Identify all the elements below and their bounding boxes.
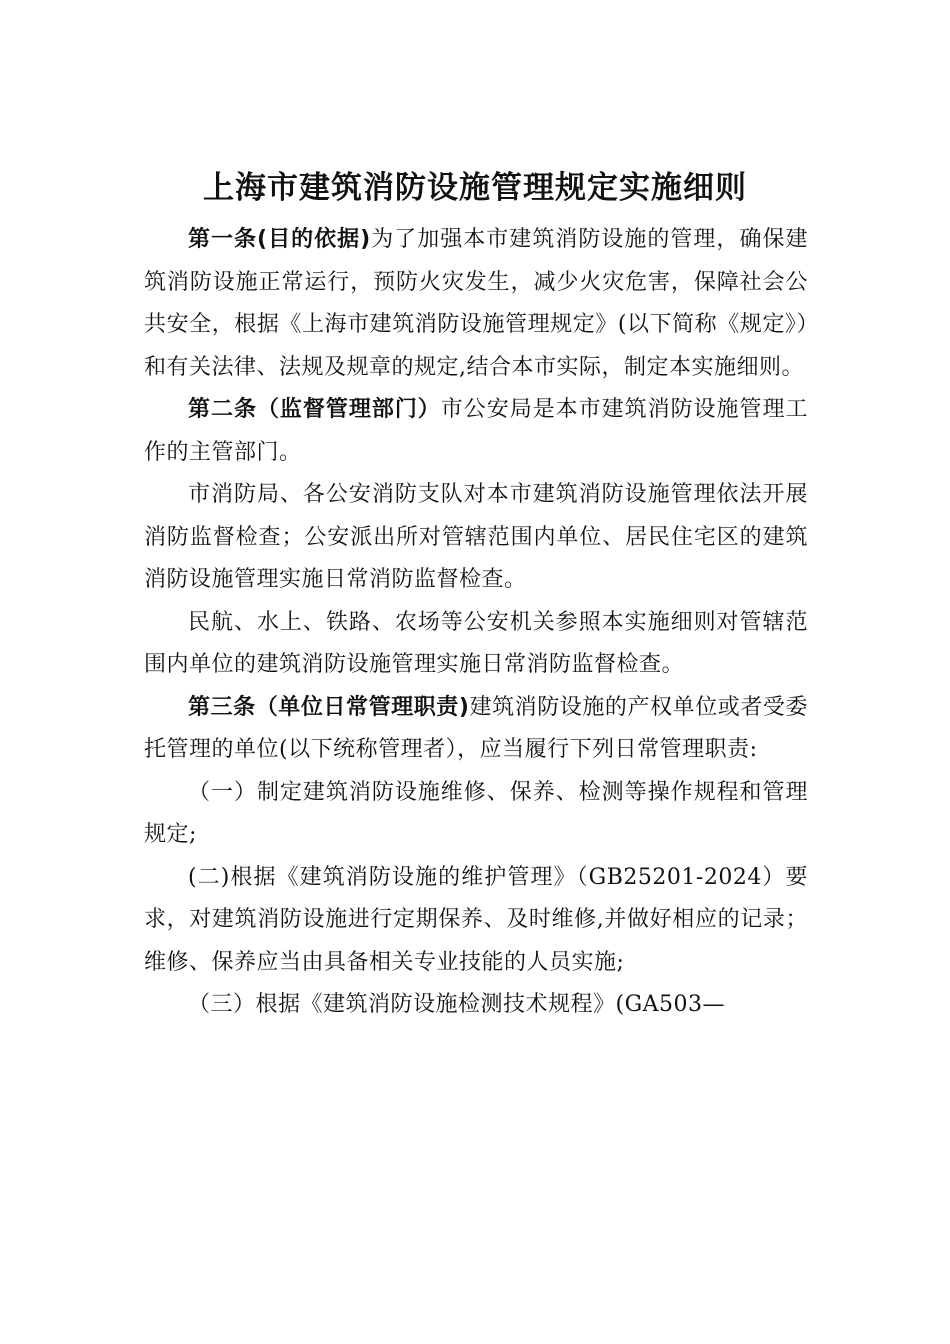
- list-item: [144, 772, 808, 857]
- paragraph-text: （三）根据《建筑消防设施检测技术规程》(GA503—: [188, 992, 726, 1017]
- paragraph-text: 建筑消防设施的产权单位或者受委托管理的单位(以下统称管理者），应当履行下列日常管理职责:: [144, 694, 808, 762]
- paragraph-text: 市消防局、各公安消防支队对本市建筑消防设施管理依法开展消防监督检查；公安派出所对管辖范围内单位、居民住宅区的建筑消防设施管理实施日常消防监督检查。: [144, 482, 808, 592]
- paragraph-article-2: [144, 389, 808, 474]
- paragraph-text: 民航、水上、铁路、农场等公安机关参照本实施细则对管辖范围内单位的建筑消防设施管理实施日常消防监督检查。: [144, 609, 808, 677]
- article-heading: 第一条(目的依据): [188, 227, 371, 252]
- list-item: [144, 984, 808, 1027]
- paragraph-text: (二)根据《建筑消防设施的维护管理》（GB25201-2024）要求，对建筑消防设施进行定期保养、及时维修,并做好相应的记录；维修、保养应当由具备相关专业技能的人员实施;: [144, 864, 808, 975]
- paragraph-article-3: [144, 687, 808, 772]
- document-title: 上海市建筑消防设施管理规定实施细则: [203, 170, 747, 206]
- paragraph: [144, 474, 808, 602]
- list-item: [144, 857, 808, 985]
- document-body: [144, 219, 808, 1027]
- paragraph-text: 市公安局是本市建筑消防设施管理工作的主管部门。: [144, 397, 808, 465]
- paragraph-text: 为了加强本市建筑消防设施的管理，确保建筑消防设施正常运行，预防火灾发生，减少火灾危害，保障社会公共安全，根据《上海市建筑消防设施管理规定》(以下简称《规定》）和有关法律、法规及规章的规定,结合本市实际，制定本实施细则。: [144, 227, 808, 380]
- article-heading: 第三条（单位日常管理职责): [188, 694, 470, 720]
- paragraph-article-1: [144, 219, 808, 389]
- paragraph-text: （一）制定建筑消防设施维修、保养、检测等操作规程和管理规定;: [144, 779, 808, 847]
- paragraph: [144, 602, 808, 687]
- article-heading: 第二条（监督管理部门）: [188, 397, 441, 422]
